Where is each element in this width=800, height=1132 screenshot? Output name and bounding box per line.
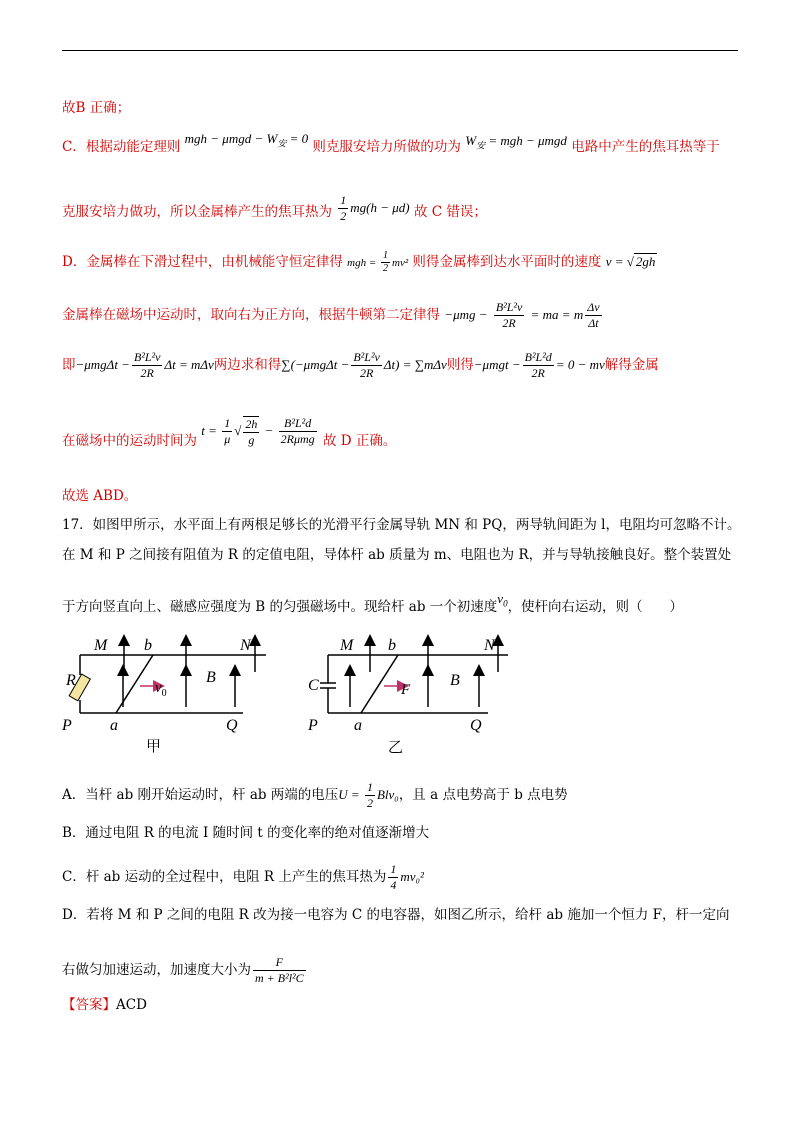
equation: mv₀² <box>400 869 424 884</box>
circuit-figures <box>58 630 528 765</box>
label-M: M <box>340 637 354 654</box>
label-P: P <box>62 717 72 734</box>
rod-ab <box>116 655 153 713</box>
label-B: B <box>450 672 460 689</box>
equation: = 0 − mv <box>555 357 605 372</box>
figure-left <box>61 637 266 755</box>
text: 于方向竖直向上、磁感应强度为 B 的匀强磁场中。现给杆 ab 一个初速度 <box>62 599 498 615</box>
sqrt: √ 2gh <box>626 254 656 269</box>
text: 金属棒在磁场中运动时，取向右为正方向，根据牛顿第二定律得 <box>62 307 440 323</box>
equation: mv² <box>392 257 409 269</box>
option-d <box>62 905 729 925</box>
label-N: N <box>240 637 251 654</box>
figure-right <box>307 637 508 756</box>
label-Q: Q <box>470 717 482 734</box>
text: ，使杆向右运动，则（ ） <box>507 599 684 615</box>
question-line-3 <box>62 591 684 622</box>
label-a: a <box>354 717 362 734</box>
fraction: $\frac{1}{4}$ <box>390 862 397 892</box>
equation: mg(h − μd) <box>350 200 410 215</box>
equation: mgh = <box>347 257 379 269</box>
text: 克服安培力做功，所以金属棒产生的焦耳热为 <box>62 204 332 220</box>
fraction: $\frac{1}{2}$ <box>383 250 388 274</box>
text: D．若将 M 和 P 之间的电阻 R 改为接一电容为 C 的电容器，如图乙所示，给杆 ab 施加一个恒力 F，杆一定向 <box>62 907 730 923</box>
fraction: $\frac{1}{\mu}$ <box>224 416 231 446</box>
text: 则得 <box>446 357 474 373</box>
option-a <box>62 780 568 811</box>
solution-line-newton <box>62 300 604 331</box>
fraction: $\frac{\text{B²L²d}}{2R}$ <box>524 350 552 380</box>
header-rule <box>62 50 738 51</box>
label-M: M <box>94 637 108 654</box>
equation: mgh − $\mu mgd - W_安 = 0$ <box>184 131 309 149</box>
text: 17．如图甲所示，水平面上有两根足够长的光滑平行金属导轨 MN 和 PQ，两导轨间距为 l，电阻均可忽略不计。 <box>62 517 741 533</box>
solution-line-time <box>62 416 397 458</box>
label-C: C <box>308 677 319 694</box>
text: C．根据动能定理则 <box>62 139 181 155</box>
label-b: b <box>388 637 396 654</box>
text: 故 C 错误； <box>413 204 487 220</box>
solution-line-c <box>62 131 720 162</box>
fraction: $\frac{\Delta v}{\Delta t}$ <box>587 300 600 330</box>
label-P: P <box>308 717 318 734</box>
equation: v = <box>605 254 627 269</box>
answer-label: 【答案】 <box>62 997 116 1013</box>
fraction: $\frac{\text{B²L²d}}{\text{2Rμmg}}$ <box>280 416 315 446</box>
fraction: $\frac{\text{B²L²v}}{2R}$ <box>495 300 523 330</box>
equation: ∑(−μmgΔt − <box>281 357 350 372</box>
text: D．金属棒在下滑过程中，由机械能守恒定律得 <box>62 254 343 270</box>
label-R: R <box>66 672 76 689</box>
label-B: B <box>206 669 216 686</box>
label-v0: $v_0$ <box>155 680 167 699</box>
equation: Blv₀ <box>376 787 399 802</box>
text: 故B 正确； <box>62 100 131 116</box>
equation: − <box>261 423 277 438</box>
fraction: $\frac{1}{2}$ <box>366 780 373 810</box>
text: 在磁场中的运动时间为 <box>62 433 197 449</box>
v0-symbol: $v_0$ <box>497 591 508 609</box>
solution-line-c2 <box>62 193 487 228</box>
equation: = ma = m <box>530 307 584 322</box>
label-F: F <box>401 682 411 698</box>
fraction: $\frac{F}{\text{m + B²l²C}}$ <box>255 955 304 985</box>
fraction: $\frac{\text{B²L²v}}{2R}$ <box>133 350 161 380</box>
solution-line-final <box>62 486 137 506</box>
caption-jia: 甲 <box>146 739 162 755</box>
text: 即 <box>62 357 76 373</box>
answer <box>62 995 147 1015</box>
text: 则得金属棒到达水平面时的速度 <box>412 254 602 270</box>
equation: −μmg − <box>444 307 488 322</box>
text: B．通过电阻 R 的电流 I 随时间 t 的变化率的绝对值逐渐增大 <box>62 825 430 841</box>
solution-line-sum <box>62 350 659 381</box>
text: 右做匀加速运动，加速度大小为 <box>62 962 251 978</box>
equation: t = <box>201 423 221 438</box>
text: 两边求和得 <box>213 357 282 373</box>
sqrt: √ $\frac{2h}{g}$ <box>234 417 258 448</box>
equation: −μmgt − <box>473 357 521 372</box>
text: A．当杆 ab 刚开始运动时，杆 ab 两端的电压 <box>62 787 339 803</box>
fraction: $\frac{1}{2}$ <box>340 193 347 223</box>
text: 故选 ABD。 <box>62 488 138 504</box>
equation: Δt = mΔv <box>164 357 214 372</box>
answer-value: ACD <box>116 997 147 1013</box>
option-c <box>62 862 424 893</box>
equation: $W_安$ = mgh − μmgd <box>465 133 567 151</box>
text: ，且 a 点电势高于 b 点电势 <box>398 787 568 803</box>
text: C．杆 ab 运动的全过程中，电阻 R 上产生的焦耳热为 <box>62 869 387 885</box>
text: 解得金属 <box>604 357 659 373</box>
label-b: b <box>144 637 152 654</box>
text: 故 D 正确。 <box>322 433 397 449</box>
rod-ab <box>361 655 398 713</box>
question-line-1 <box>62 515 740 535</box>
solution-line-b <box>62 98 130 118</box>
label-a: a <box>110 717 118 734</box>
label-N: N <box>484 637 495 654</box>
question-line-2 <box>62 545 731 565</box>
option-d-2 <box>62 955 308 986</box>
text: 电路中产生的焦耳热等于 <box>571 139 720 155</box>
label-Q: Q <box>226 717 238 734</box>
equation: U = <box>338 787 363 802</box>
equation: Δt) = ∑mΔv <box>383 357 447 372</box>
equation: −μmgΔt − <box>75 357 130 372</box>
solution-line-d <box>62 250 657 275</box>
fraction: $\frac{\text{B²L²v}}{2R}$ <box>353 350 380 380</box>
option-b <box>62 823 429 843</box>
text: 则克服安培力所做的功为 <box>312 139 461 155</box>
caption-yi: 乙 <box>388 740 404 756</box>
text: 在 M 和 P 之间接有阻值为 R 的定值电阻，导体杆 ab 质量为 m、电阻也为 R，并与导轨接触良好。整个装置处 <box>62 547 732 563</box>
